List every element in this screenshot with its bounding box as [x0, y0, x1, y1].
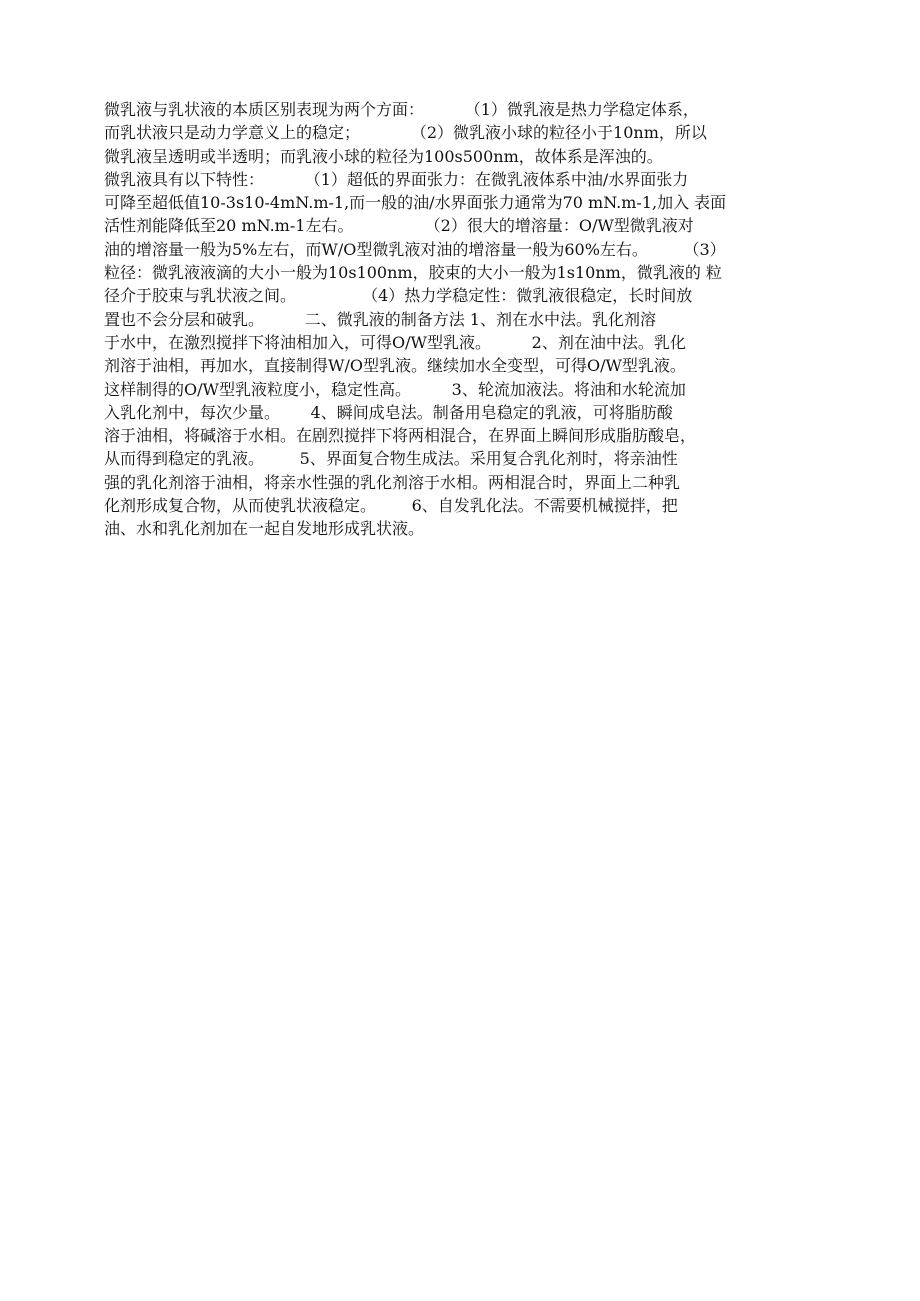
text-line: 溶于油相，将碱溶于水相。在剧烈搅拌下将两相混合，在界面上瞬间形成脂肪酸皂，	[104, 426, 697, 446]
text-line: 微乳液呈透明或半透明；而乳液小球的粒径为100s500nm，故体系是浑浊的。	[104, 146, 663, 166]
text-line: 入乳化剂中，每次少量。 4、瞬间成皂法。制备用皂稳定的乳液，可将脂肪酸	[104, 402, 673, 422]
text-line: 于水中，在激烈搅拌下将油相加入，可得O/W型乳液。 2、剂在油中法。乳化	[104, 332, 686, 352]
text-line: 化剂形成复合物，从而使乳状液稳定。 6、自发乳化法。不需要机械搅拌，把	[104, 496, 678, 516]
text-line: 活性剂能降低至20 mN.m-1左右。 （2）很大的增溶量：O/W型微乳液对	[104, 216, 694, 236]
text-line: 置也不会分层和破乳。 二、微乳液的制备方法 1、剂在水中法。乳化剂溶	[104, 309, 656, 329]
text-line: 可降至超低值10-3s10-4mN.m-1,而一般的油/水界面张力通常为70 mN.m-1,加入 表面	[104, 193, 727, 213]
text-line: 从而得到稳定的乳液。 5、界面复合物生成法。采用复合乳化剂时，将亲油性	[104, 449, 678, 469]
text-line: 而乳状液只是动力学意义上的稳定； （2）微乳液小球的粒径小于10nm，所以	[104, 123, 707, 143]
text-line: 油、水和乳化剂加在一起自发地形成乳状液。	[104, 519, 425, 539]
text-line: 油的增溶量一般为5%左右，而W/O型微乳液对油的增溶量一般为60%左右。 （3）	[104, 239, 726, 259]
text-line: 粒径：微乳液液滴的大小一般为10s100nm，胶束的大小一般为1s10nm，微乳液的 粒	[104, 263, 722, 283]
text-line: 剂溶于油相，再加水，直接制得W/O型乳液。继续加水全变型，可得O/W型乳液。	[104, 356, 686, 376]
text-line: 微乳液具有以下特性： （1）超低的界面张力：在微乳液体系中油/水界面张力	[104, 169, 689, 189]
text-line: 微乳液与乳状液的本质区别表现为两个方面： （1）微乳液是热力学稳定体系，	[104, 100, 699, 119]
text-line: 径介于胶束与乳状液之间。 （4）热力学稳定性：微乳液很稳定，长时间放	[104, 286, 693, 306]
body-text	[104, 98, 844, 541]
text-line: 这样制得的O/W型乳液粒度小，稳定性高。 3、轮流加液法。将油和水轮流加	[104, 379, 686, 399]
text-line: 强的乳化剂溶于油相，将亲水性强的乳化剂溶于水相。两相混合时，界面上二种乳	[104, 472, 681, 492]
